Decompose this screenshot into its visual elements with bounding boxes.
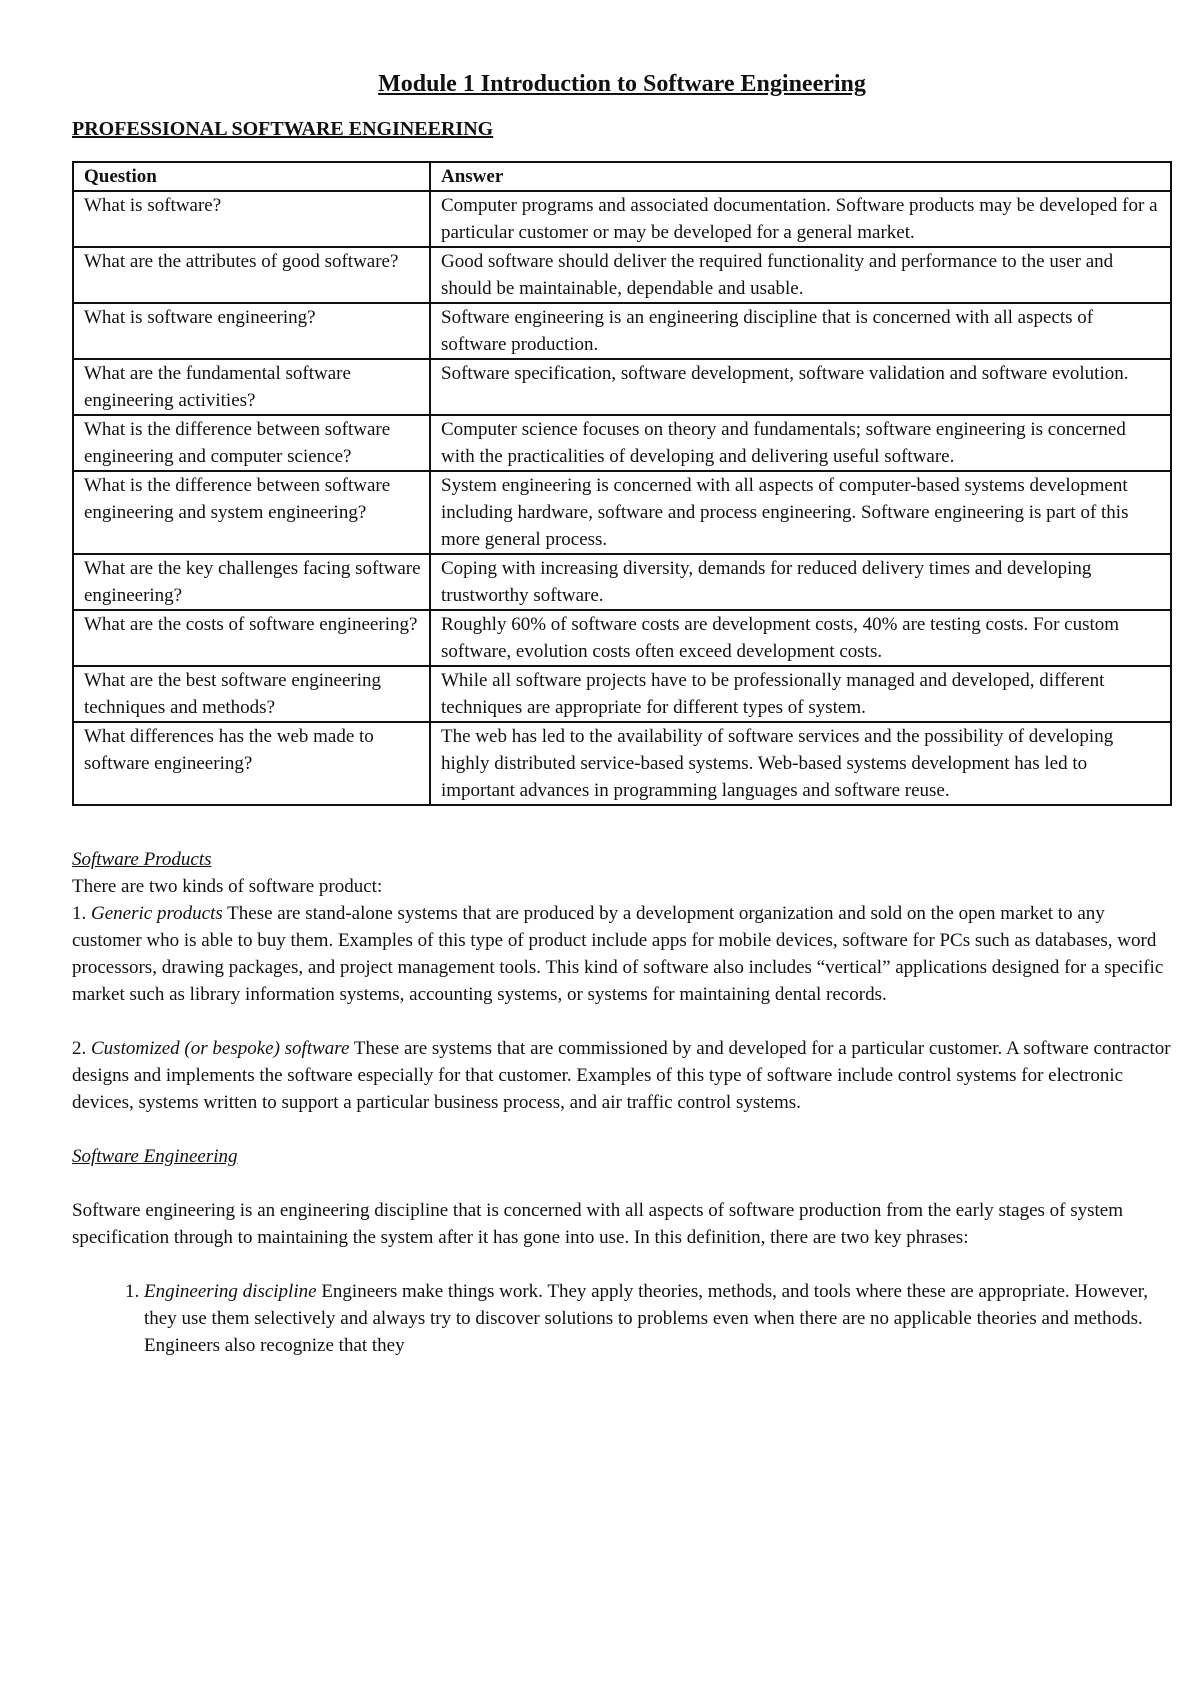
engineering-discipline-term: Engineering discipline [144, 1280, 317, 1302]
qa-table [72, 161, 1172, 806]
table-row [73, 303, 1171, 359]
generic-products-term: Generic products [91, 902, 223, 924]
table-row [73, 247, 1171, 303]
question-cell: What is software engineering? [73, 303, 430, 359]
customized-software-paragraph [72, 1035, 1172, 1116]
paragraph-gap [72, 1170, 1172, 1197]
table-row [73, 471, 1171, 554]
list-item [144, 1278, 1172, 1359]
document-title: Module 1 Introduction to Software Engineering [378, 71, 866, 97]
question-cell: What is the difference between software engineering and system engineering? [73, 471, 430, 554]
question-cell: What are the key challenges facing software engineering? [73, 554, 430, 610]
software-engineering-heading: Software Engineering [72, 1145, 238, 1167]
answer-cell: Roughly 60% of software costs are development costs, 40% are testing costs. For custom software, evolution costs often exceed development costs. [430, 610, 1171, 666]
software-products-intro: There are two kinds of software product: [72, 875, 383, 897]
answer-cell: System engineering is concerned with all aspects of computer-based systems development including hardware, software and process engineering. Software engineering is part of this more general process. [430, 471, 1171, 554]
question-cell: What differences has the web made to software engineering? [73, 722, 430, 805]
customized-software-text: These are systems that are commissioned by and developed for a particular customer. A software contractor designs and implements the software especially for that customer. Examples of this type of software include control systems for electronic devices, systems written to support a particular business process, and air traffic control systems. [72, 1037, 1171, 1113]
engineering-discipline-text: Engineers make things work. They apply theories, methods, and tools where these are appropriate. However, they use them selectively and always try to discover solutions to problems even when there are no applicable theories and methods. Engineers also recognize that they [144, 1280, 1149, 1356]
software-products-heading: Software Products [72, 848, 212, 870]
table-row [73, 191, 1171, 247]
answer-cell: The web has led to the availability of software services and the possibility of developing highly distributed service-based systems. Web-based systems development has led to important advances in programming languages and software reuse. [430, 722, 1171, 805]
paragraph-gap [72, 1008, 1172, 1035]
answer-cell: Computer programs and associated documentation. Software products may be developed for a particular customer or may be developed for a general market. [430, 191, 1171, 247]
answer-cell: Good software should deliver the required functionality and performance to the user and should be maintainable, dependable and usable. [430, 247, 1171, 303]
answer-cell: Software specification, software development, software validation and software evolution. [430, 359, 1171, 415]
table-row [73, 359, 1171, 415]
table-row [73, 415, 1171, 471]
answer-cell: Coping with increasing diversity, demands for reduced delivery times and developing trustworthy software. [430, 554, 1171, 610]
question-cell: What are the best software engineering techniques and methods? [73, 666, 430, 722]
generic-products-text: These are stand-alone systems that are produced by a development organization and sold on the open market to any customer who is able to buy them. Examples of this type of product include apps for mobile devices, software for PCs such as databases, word processors, drawing packages, and project management tools. This kind of software also includes “vertical” applications designed for a specific market such as library information systems, accounting systems, or systems for maintaining dental records. [72, 902, 1164, 1005]
item-number: 2. [72, 1037, 87, 1059]
table-header-row [73, 162, 1171, 191]
answer-column-header: Answer [430, 162, 1171, 191]
answer-cell: Computer science focuses on theory and fundamentals; software engineering is concerned with the practicalities of developing and delivering useful software. [430, 415, 1171, 471]
question-column-header: Question [73, 162, 430, 191]
question-cell: What are the fundamental software engineering activities? [73, 359, 430, 415]
question-cell: What are the attributes of good software? [73, 247, 430, 303]
document-page [72, 70, 1172, 1359]
item-number: 1. [72, 902, 87, 924]
question-cell: What is the difference between software engineering and computer science? [73, 415, 430, 471]
table-row [73, 554, 1171, 610]
answer-cell: While all software projects have to be professionally managed and developed, different techniques are appropriate for different types of system. [430, 666, 1171, 722]
question-cell: What is software? [73, 191, 430, 247]
paragraph-gap [72, 1251, 1172, 1278]
question-cell: What are the costs of software engineering? [73, 610, 430, 666]
table-row [73, 666, 1171, 722]
section-heading: PROFESSIONAL SOFTWARE ENGINEERING [72, 117, 494, 140]
answer-cell: Software engineering is an engineering discipline that is concerned with all aspects of software production. [430, 303, 1171, 359]
key-phrases-list [72, 1278, 1172, 1359]
table-row [73, 610, 1171, 666]
software-engineering-paragraph: Software engineering is an engineering discipline that is concerned with all aspects of software production from the early stages of system specification through to maintaining the system after it has gone into use. In this definition, there are two key phrases: [72, 1199, 1124, 1248]
generic-products-paragraph [72, 900, 1172, 1008]
table-row [73, 722, 1171, 805]
software-products-section [72, 846, 1172, 1359]
customized-software-term: Customized (or bespoke) software [91, 1037, 350, 1059]
paragraph-gap [72, 1116, 1172, 1143]
